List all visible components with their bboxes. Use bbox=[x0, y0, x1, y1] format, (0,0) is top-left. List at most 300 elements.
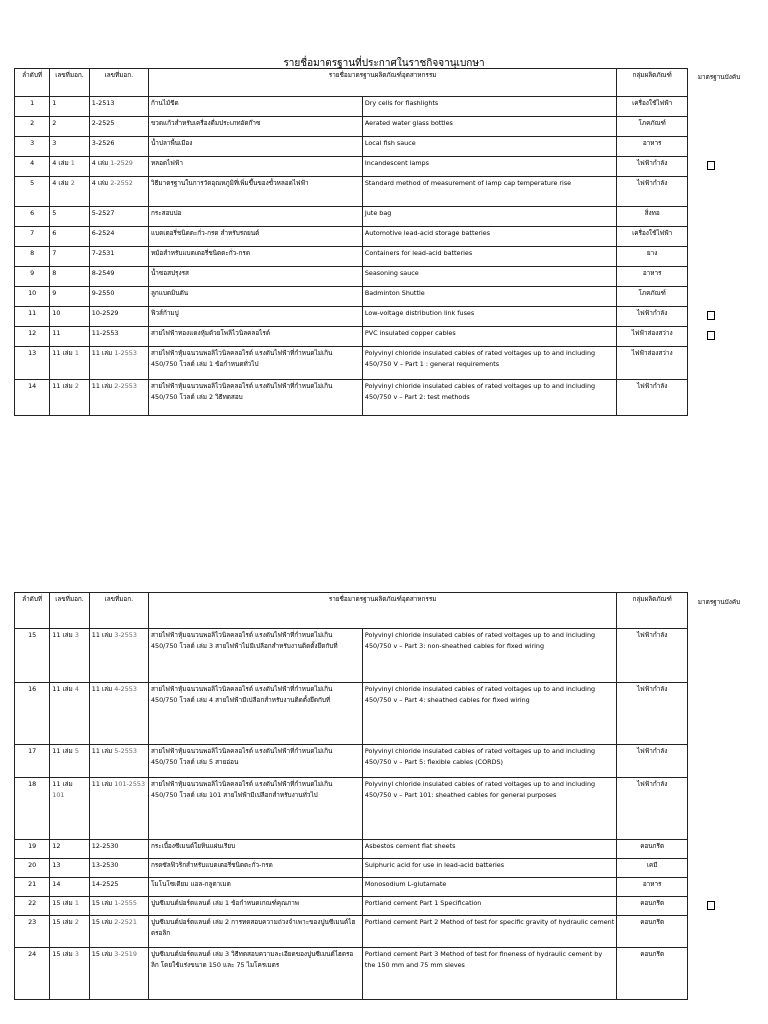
table-row bbox=[15, 840, 688, 859]
tis-code-text: 4 เล่ม bbox=[91, 159, 111, 167]
tis-number-text: 15 เล่ม bbox=[52, 899, 75, 907]
tis-number-text: 11 bbox=[52, 329, 61, 337]
product-group-text: ไฟฟ้ากำลัง bbox=[636, 685, 668, 693]
tis-code bbox=[89, 629, 148, 683]
tis-code bbox=[89, 778, 148, 840]
tis-code bbox=[89, 247, 148, 267]
thai-name-text: สายไฟฟ้าหุ้มฉนวนพอลิไวนิลคลอไรด์ แรงดันไฟฟ้าที่กำหนดไม่เกิน 450/750 โวลต์ เล่ม 2 วิธีทดสอบ bbox=[150, 382, 333, 401]
tis-code-text: 15 เล่ม bbox=[91, 918, 115, 926]
thai-name-text: สายไฟฟ้าหุ้มฉนวนพอลิไวนิลคลอไรด์ แรงดันไฟฟ้าที่กำหนดไม่เกิน 450/750 โวลต์ เล่ม 3 สายไฟฟ้าไม่มีเปลือกสำหรับงานติดตั้งยึดกับที่ bbox=[150, 631, 338, 650]
tis-code-text: 11-2553 bbox=[91, 329, 119, 337]
thai-name-text: ปูนซีเมนต์ปอร์ตแลนด์ เล่ม 3 วิธีทดสอบความละเอียดของปูนซีเมนต์ไฮดรอลิก โดยใช้แร่งขนาด 150 และ 75 ไมโครเมตร bbox=[150, 950, 354, 969]
row-number bbox=[15, 347, 50, 380]
english-name-text: Portland cement Part 1 Specification bbox=[364, 899, 482, 907]
row-number-text: 1 bbox=[30, 99, 35, 107]
row-number-text: 14 bbox=[28, 382, 37, 390]
tis-number-text: 4 เล่ม bbox=[52, 159, 71, 167]
thai-name bbox=[148, 247, 362, 267]
header-tis-no: เลขที่มอก. bbox=[50, 69, 89, 97]
thai-name-text: สายไฟฟ้าหุ้มฉนวนพอลิไวนิลคลอไรด์ แรงดันไฟฟ้าที่กำหนดไม่เกิน 450/750 โวลต์ เล่ม 1 ข้อกำหนดทั่วไป bbox=[150, 349, 333, 368]
product-group bbox=[617, 117, 688, 137]
thai-name-text: ฟิวส์ก้ามปู bbox=[150, 309, 179, 317]
english-name-text: Polyvinyl chloride insulated cables of rated voltages up to and including 450/750 v – Part 3: non-sheathed cables for fixed wiring bbox=[364, 631, 596, 650]
tis-number bbox=[50, 897, 89, 916]
row-number-text: 23 bbox=[28, 918, 37, 926]
tis-number-text: 2 bbox=[70, 179, 75, 187]
product-group-text: โภคภัณฑ์ bbox=[638, 289, 666, 297]
table-row bbox=[15, 97, 688, 117]
tis-number-text: 1 bbox=[74, 349, 79, 357]
product-group-text: ยาง bbox=[646, 249, 658, 257]
tis-number bbox=[50, 137, 89, 157]
row-number bbox=[15, 97, 50, 117]
tis-code-text: 3-2526 bbox=[91, 139, 115, 147]
english-name bbox=[362, 117, 616, 137]
tis-number bbox=[50, 840, 89, 859]
product-group-text: เคมี bbox=[646, 861, 658, 869]
thai-name bbox=[148, 778, 362, 840]
product-group bbox=[617, 227, 688, 247]
product-group-text: สิ่งทอ bbox=[644, 209, 660, 217]
table-row bbox=[15, 157, 688, 177]
thai-name bbox=[148, 157, 362, 177]
tis-number-text: 11 เล่ม bbox=[52, 631, 75, 639]
tis-code-text: 6-2524 bbox=[91, 229, 115, 237]
compulsory-header: มาตรฐานบังคับ bbox=[697, 73, 741, 81]
row-number bbox=[15, 916, 50, 948]
english-name bbox=[362, 840, 616, 859]
tis-number-text: 11 เล่ม bbox=[52, 382, 75, 390]
table-row bbox=[15, 117, 688, 137]
tis-code bbox=[89, 307, 148, 327]
tis-number-text: 5 bbox=[74, 747, 79, 755]
row-number-text: 16 bbox=[28, 685, 37, 693]
product-group-text: เครื่องใช้ไฟฟ้า bbox=[632, 99, 673, 107]
tis-number bbox=[50, 267, 89, 287]
tis-code-text: 1-2513 bbox=[91, 99, 115, 107]
row-number-text: 6 bbox=[30, 209, 35, 217]
english-name bbox=[362, 247, 616, 267]
tis-code bbox=[89, 683, 148, 745]
tis-number bbox=[50, 247, 89, 267]
english-name-text: Badminton Shuttle bbox=[364, 289, 425, 297]
table-row bbox=[15, 287, 688, 307]
thai-name bbox=[148, 307, 362, 327]
english-name bbox=[362, 878, 616, 897]
tis-number-text: 14 bbox=[52, 880, 61, 888]
english-name-text: Asbestos cement flat sheets bbox=[364, 842, 456, 850]
thai-name-text: ก้านไม้ขีด bbox=[150, 99, 179, 107]
tis-number-text: 4 เล่ม bbox=[52, 179, 71, 187]
english-name-text: Dry cells for flashlights bbox=[364, 99, 439, 107]
row-number-text: 11 bbox=[28, 309, 37, 317]
row-number bbox=[15, 247, 50, 267]
tis-number bbox=[50, 778, 89, 840]
row-number bbox=[15, 227, 50, 247]
thai-name bbox=[148, 380, 362, 416]
thai-name bbox=[148, 916, 362, 948]
row-number-text: 10 bbox=[28, 289, 37, 297]
tis-number bbox=[50, 683, 89, 745]
header-name: รายชื่อมาตรฐานผลิตภัณฑ์อุตสาหกรรม bbox=[148, 593, 616, 629]
english-name-text: Incandescent lamps bbox=[364, 159, 429, 167]
product-group-text: อาหาร bbox=[642, 269, 662, 277]
row-number-text: 19 bbox=[28, 842, 37, 850]
english-name-text: Jute bag bbox=[364, 209, 392, 217]
product-group-text: คอนกรีต bbox=[640, 899, 665, 907]
tis-number-text: 1 bbox=[74, 899, 79, 907]
tis-number bbox=[50, 948, 89, 1000]
tis-code-text: 2-2553 bbox=[114, 382, 137, 390]
tis-code bbox=[89, 745, 148, 778]
tis-code-text: 2-2525 bbox=[91, 119, 115, 127]
tis-code-text: 2-2521 bbox=[114, 918, 137, 926]
product-group-text: อาหาร bbox=[642, 139, 662, 147]
tis-code-text: 7-2531 bbox=[91, 249, 115, 257]
tis-code-text: 12-2530 bbox=[91, 842, 119, 850]
table-row bbox=[15, 878, 688, 897]
tis-number bbox=[50, 227, 89, 247]
thai-name-text: หม้อสำหรับแบตเตอรี่ชนิดตะกั่ว-กรด bbox=[150, 249, 250, 257]
tis-code-text: 14-2525 bbox=[91, 880, 119, 888]
tis-number-text: 13 bbox=[52, 861, 61, 869]
compulsory-mark bbox=[707, 901, 715, 910]
tis-code-text: 1-2529 bbox=[110, 159, 133, 167]
english-name bbox=[362, 177, 616, 207]
english-name-text: Seasoning sauce bbox=[364, 269, 419, 277]
product-group bbox=[617, 897, 688, 916]
thai-name bbox=[148, 629, 362, 683]
tis-code bbox=[89, 157, 148, 177]
row-number-text: 24 bbox=[28, 950, 37, 958]
product-group-text: ไฟฟ้ากำลัง bbox=[636, 382, 668, 390]
tis-number-text: 4 bbox=[74, 685, 79, 693]
tis-code-text: 1-2555 bbox=[114, 899, 137, 907]
tis-code bbox=[89, 840, 148, 859]
tis-code bbox=[89, 227, 148, 247]
tis-number-text: 3 bbox=[74, 950, 79, 958]
product-group-text: ไฟฟ้ากำลัง bbox=[636, 780, 668, 788]
row-number-text: 5 bbox=[30, 179, 35, 187]
row-number-text: 8 bbox=[30, 249, 35, 257]
header-row bbox=[15, 593, 688, 629]
tis-number bbox=[50, 745, 89, 778]
product-group-text: ไฟฟ้าส่องสว่าง bbox=[631, 329, 673, 337]
tis-code bbox=[89, 916, 148, 948]
row-number-text: 2 bbox=[30, 119, 35, 127]
product-group bbox=[617, 347, 688, 380]
thai-name-text: หลอดไฟฟ้า bbox=[150, 159, 183, 167]
tis-number bbox=[50, 207, 89, 227]
product-group bbox=[617, 287, 688, 307]
thai-name-text: ปูนซีเมนต์ปอร์ตแลนด์ เล่ม 1 ข้อกำหนดเกณฑ์คุณภาพ bbox=[150, 899, 300, 907]
thai-name bbox=[148, 137, 362, 157]
tis-code bbox=[89, 117, 148, 137]
thai-name bbox=[148, 267, 362, 287]
tis-code bbox=[89, 878, 148, 897]
row-number-text: 3 bbox=[30, 139, 35, 147]
tis-code-text: 11 เล่ม bbox=[91, 349, 115, 357]
thai-name bbox=[148, 840, 362, 859]
standards-table-1 bbox=[14, 68, 688, 416]
table-row bbox=[15, 267, 688, 287]
header-group: กลุ่มผลิตภัณฑ์ bbox=[617, 69, 688, 97]
tis-code bbox=[89, 267, 148, 287]
thai-name-text: ขวดแก้วสำหรับเครื่องดื่มประเภทอัดก๊าซ bbox=[150, 119, 261, 127]
table-row bbox=[15, 207, 688, 227]
tis-number bbox=[50, 97, 89, 117]
product-group bbox=[617, 745, 688, 778]
row-number bbox=[15, 859, 50, 878]
row-number-text: 4 bbox=[30, 159, 35, 167]
english-name-text: Polyvinyl chloride insulated cables of rated voltages up to and including 450/750 v – Part 4: sheathed cables for fixed wiring bbox=[364, 685, 596, 704]
tis-code-text: 5-2553 bbox=[114, 747, 137, 755]
tis-number bbox=[50, 629, 89, 683]
tis-number-text: 3 bbox=[52, 139, 57, 147]
product-group-text: อาหาร bbox=[642, 880, 662, 888]
tis-number-text: 5 bbox=[52, 209, 57, 217]
english-name bbox=[362, 380, 616, 416]
product-group bbox=[617, 157, 688, 177]
tis-code-text: 9-2550 bbox=[91, 289, 115, 297]
tis-number-text: 9 bbox=[52, 289, 57, 297]
english-name bbox=[362, 897, 616, 916]
thai-name bbox=[148, 97, 362, 117]
header-name: รายชื่อมาตรฐานผลิตภัณฑ์อุตสาหกรรม bbox=[148, 69, 616, 97]
tis-code-text: 11 เล่ม bbox=[91, 382, 115, 390]
row-number-text: 13 bbox=[28, 349, 37, 357]
tis-code bbox=[89, 177, 148, 207]
product-group bbox=[617, 840, 688, 859]
product-group-text: เครื่องใช้ไฟฟ้า bbox=[632, 229, 673, 237]
table-row bbox=[15, 227, 688, 247]
product-group bbox=[617, 247, 688, 267]
english-name bbox=[362, 267, 616, 287]
tis-code-text: 10-2529 bbox=[91, 309, 119, 317]
tis-number bbox=[50, 878, 89, 897]
product-group bbox=[617, 916, 688, 948]
tis-code-text: 13-2530 bbox=[91, 861, 119, 869]
tis-number-text: 15 เล่ม bbox=[52, 918, 75, 926]
row-number-text: 15 bbox=[28, 631, 37, 639]
english-name-text: Polyvinyl chloride insulated cables of rated voltages up to and including 450/750 v – Part 101: sheathed cables for general purposes bbox=[364, 780, 596, 799]
row-number bbox=[15, 207, 50, 227]
english-name bbox=[362, 859, 616, 878]
english-name bbox=[362, 307, 616, 327]
tis-number-text: 11 เล่ม bbox=[52, 349, 75, 357]
thai-name bbox=[148, 327, 362, 347]
compulsory-mark bbox=[707, 331, 715, 340]
thai-name-text: ปูนซีเมนต์ปอร์ตแลนด์ เล่ม 2 การทดสอบความถ่วงจำเพาะของปูนซีเมนต์ไฮดรอลิก bbox=[150, 918, 356, 937]
thai-name bbox=[148, 683, 362, 745]
product-group-text: ไฟฟ้ากำลัง bbox=[636, 179, 668, 187]
english-name bbox=[362, 207, 616, 227]
tis-code-text: 2-2552 bbox=[110, 179, 133, 187]
tis-number-text: 11 เล่ม bbox=[52, 685, 75, 693]
thai-name bbox=[148, 859, 362, 878]
english-name-text: Polyvinyl chloride insulated cables of rated voltages up to and including 450/750 v – Part 5: flexible cables (CORDS) bbox=[364, 747, 596, 766]
tis-code bbox=[89, 380, 148, 416]
tis-code bbox=[89, 859, 148, 878]
tis-number-text: 1 bbox=[70, 159, 75, 167]
row-number bbox=[15, 683, 50, 745]
tis-number-text: 7 bbox=[52, 249, 57, 257]
table-row bbox=[15, 745, 688, 778]
thai-name-text: กระสอบปอ bbox=[150, 209, 182, 217]
tis-number-text: 8 bbox=[52, 269, 57, 277]
tis-number-text: 2 bbox=[74, 918, 79, 926]
product-group-text: ไฟฟ้ากำลัง bbox=[636, 747, 668, 755]
english-name bbox=[362, 327, 616, 347]
tis-number bbox=[50, 157, 89, 177]
thai-name bbox=[148, 745, 362, 778]
row-number bbox=[15, 745, 50, 778]
tis-number-text: 10 bbox=[52, 309, 61, 317]
tis-code bbox=[89, 97, 148, 117]
product-group bbox=[617, 97, 688, 117]
row-number bbox=[15, 629, 50, 683]
standards-table-2 bbox=[14, 592, 688, 1000]
table-row bbox=[15, 380, 688, 416]
tis-number-text: 3 bbox=[74, 631, 79, 639]
thai-name-text: แบตเตอรี่ชนิดตะกั่ว-กรด สำหรับรถยนต์ bbox=[150, 229, 260, 237]
product-group bbox=[617, 307, 688, 327]
english-name-text: Local fish sauce bbox=[364, 139, 416, 147]
english-name bbox=[362, 948, 616, 1000]
tis-number bbox=[50, 177, 89, 207]
row-number bbox=[15, 157, 50, 177]
tis-number-text: 2 bbox=[74, 382, 79, 390]
table-row bbox=[15, 307, 688, 327]
english-name-text: PVC insulated copper cables bbox=[364, 329, 456, 337]
row-number bbox=[15, 897, 50, 916]
table-row bbox=[15, 247, 688, 267]
tis-number bbox=[50, 327, 89, 347]
product-group bbox=[617, 177, 688, 207]
tis-code-text: 4 เล่ม bbox=[91, 179, 111, 187]
english-name bbox=[362, 97, 616, 117]
table-row bbox=[15, 327, 688, 347]
compulsory-header-2: มาตรฐานบังคับ bbox=[697, 598, 741, 606]
product-group-text: คอนกรีต bbox=[640, 950, 665, 958]
page-title: รายชื่อมาตรฐานที่ประกาศในราชกิจจานุเบกษา bbox=[283, 58, 485, 69]
english-name-text: Polyvinyl chloride insulated cables of rated voltages up to and including 450/750 V – Part 1 : general requirements bbox=[364, 349, 596, 368]
row-number bbox=[15, 177, 50, 207]
product-group bbox=[617, 778, 688, 840]
tis-code bbox=[89, 207, 148, 227]
row-number-text: 21 bbox=[28, 880, 37, 888]
table-row bbox=[15, 897, 688, 916]
thai-name-text: น้ำซอสปรุงรส bbox=[150, 269, 189, 277]
english-name-text: Low-voltage distribution link fuses bbox=[364, 309, 475, 317]
thai-name bbox=[148, 287, 362, 307]
row-number bbox=[15, 307, 50, 327]
row-number bbox=[15, 380, 50, 416]
table-row bbox=[15, 629, 688, 683]
row-number-text: 9 bbox=[30, 269, 35, 277]
english-name bbox=[362, 916, 616, 948]
tis-number bbox=[50, 916, 89, 948]
thai-name-text: สายไฟฟ้าหุ้มฉนวนพอลิไวนิลคลอไรด์ แรงดันไฟฟ้าที่กำหนดไม่เกิน 450/750 โวลต์ เล่ม 4 สายไฟฟ้ามีเปลือกสำหรับงานติดตั้งยึดกับที่ bbox=[150, 685, 333, 704]
thai-name-text: ลูกแบดมินตัน bbox=[150, 289, 189, 297]
tis-code-text: 11 เล่ม bbox=[91, 780, 115, 788]
thai-name-text: สายไฟฟ้าหุ้มฉนวนพอลิไวนิลคลอไรด์ แรงดันไฟฟ้าที่กำหนดไม่เกิน 450/750 โวลต์ เล่ม 5 สายอ่อน bbox=[150, 747, 333, 766]
thai-name bbox=[148, 117, 362, 137]
thai-name bbox=[148, 878, 362, 897]
header-no: ลำดับที่ bbox=[15, 593, 50, 629]
row-number-text: 22 bbox=[28, 899, 37, 907]
english-name bbox=[362, 683, 616, 745]
row-number bbox=[15, 840, 50, 859]
tis-code-text: 8-2549 bbox=[91, 269, 115, 277]
thai-name-text: กรดซัลฟิวริกสำหรับแบตเตอรี่ชนิดตะกั่ว-กรด bbox=[150, 861, 273, 869]
thai-name bbox=[148, 177, 362, 207]
thai-name bbox=[148, 347, 362, 380]
tis-code-text: 4-2553 bbox=[114, 685, 137, 693]
header-row bbox=[15, 69, 688, 97]
english-name-text: Monosodium L-glutamate bbox=[364, 880, 447, 888]
english-name bbox=[362, 287, 616, 307]
product-group bbox=[617, 683, 688, 745]
header-group: กลุ่มผลิตภัณฑ์ bbox=[617, 593, 688, 629]
english-name-text: Portland cement Part 2 Method of test for specific gravity of hydraulic cement bbox=[364, 918, 615, 926]
row-number bbox=[15, 117, 50, 137]
compulsory-mark bbox=[707, 311, 715, 320]
row-number-text: 20 bbox=[28, 861, 37, 869]
row-number bbox=[15, 878, 50, 897]
table-row bbox=[15, 137, 688, 157]
product-group-text: ไฟฟ้ากำลัง bbox=[636, 159, 668, 167]
header-tis-no: เลขที่มอก. bbox=[50, 593, 89, 629]
compulsory-mark bbox=[707, 161, 715, 170]
product-group bbox=[617, 948, 688, 1000]
product-group-text: ไฟฟ้ากำลัง bbox=[636, 631, 668, 639]
table-row bbox=[15, 778, 688, 840]
thai-name-text: สายไฟฟ้าหุ้มฉนวนพอลิไวนิลคลอไรด์ แรงดันไฟฟ้าที่กำหนดไม่เกิน 450/750 โวลต์ เล่ม 101 สายไฟฟ้ามีเปลือกสำหรับงานทั่วไป bbox=[150, 780, 333, 799]
english-name-text: Polyvinyl chloride insulated cables of rated voltages up to and including 450/750 v – Part 2: test methods bbox=[364, 382, 596, 401]
tis-code-text: 3-2553 bbox=[114, 631, 137, 639]
tis-number bbox=[50, 380, 89, 416]
product-group bbox=[617, 207, 688, 227]
row-number-text: 18 bbox=[28, 780, 37, 788]
thai-name bbox=[148, 897, 362, 916]
product-group-text: คอนกรีต bbox=[640, 842, 665, 850]
row-number-text: 17 bbox=[28, 747, 37, 755]
english-name-text: Portland cement Part 3 Method of test for fineness of hydraulic cement by the 150 mm and 75 mm sieves bbox=[364, 950, 603, 969]
product-group bbox=[617, 137, 688, 157]
table-row bbox=[15, 948, 688, 1000]
header-tis-no-2: เลขที่มอก. bbox=[89, 69, 148, 97]
tis-number-text: 6 bbox=[52, 229, 57, 237]
tis-code-text: 11 เล่ม bbox=[91, 631, 115, 639]
tis-code bbox=[89, 287, 148, 307]
english-name bbox=[362, 137, 616, 157]
tis-code bbox=[89, 897, 148, 916]
header-tis-no-2: เลขที่มอก. bbox=[89, 593, 148, 629]
table-row bbox=[15, 916, 688, 948]
english-name-text: Sulphuric acid for use in lead-acid batteries bbox=[364, 861, 505, 869]
tis-code-text: 101-2553 bbox=[114, 780, 146, 788]
thai-name-text: วิธีมาตรฐานในการวัดอุณหภูมิที่เพิ่มขึ้นของขั้วหลอดไฟฟ้า bbox=[150, 179, 309, 187]
english-name bbox=[362, 347, 616, 380]
tis-number-text: 15 เล่ม bbox=[52, 950, 75, 958]
product-group bbox=[617, 859, 688, 878]
product-group bbox=[617, 380, 688, 416]
product-group bbox=[617, 629, 688, 683]
table-row bbox=[15, 347, 688, 380]
thai-name bbox=[148, 948, 362, 1000]
tis-code-text: 15 เล่ม bbox=[91, 899, 115, 907]
